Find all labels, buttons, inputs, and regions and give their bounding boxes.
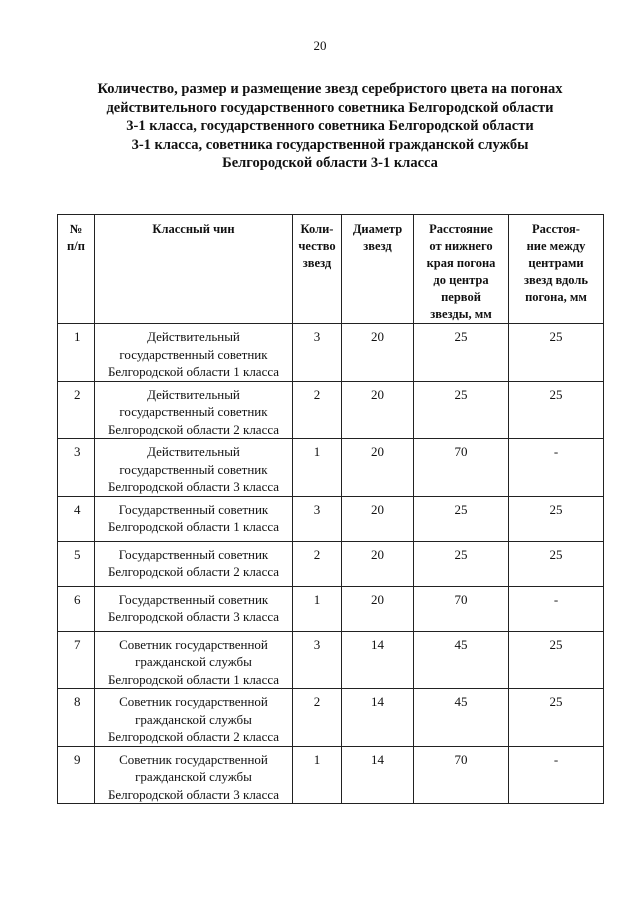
star-count-cell: 1 (293, 439, 342, 497)
star-diameter-cell: 20 (342, 381, 414, 439)
rank-line: Белгородской области 1 класса (107, 671, 280, 687)
edge-distance-cell: 25 (414, 381, 509, 439)
center-spacing-cell: 25 (509, 324, 604, 382)
document-title (70, 80, 590, 173)
header-text-line: № (69, 222, 83, 236)
rank-line: государственный советник (119, 346, 268, 362)
star-count-cell: 1 (293, 746, 342, 804)
header-star-count (293, 215, 342, 324)
rank-line: Государственный советник (118, 546, 269, 562)
star-count-cell: 3 (293, 324, 342, 382)
title-line: Белгородской области 3-1 класса (222, 155, 438, 171)
star-count-cell: 3 (293, 496, 342, 541)
header-text-line: центрами (528, 256, 584, 270)
edge-distance-cell: 70 (414, 586, 509, 631)
center-spacing-cell: 25 (509, 689, 604, 747)
rank-line: Белгородской области 3 класса (107, 479, 280, 494)
rank-line: государственный советник (119, 461, 268, 477)
star-count-cell: 2 (293, 381, 342, 439)
row-number-cell: 6 (58, 586, 95, 631)
rank-line: гражданской службы (135, 654, 252, 669)
star-diameter-cell: 20 (342, 324, 414, 382)
rank-cell (95, 689, 293, 747)
rank-cell (95, 496, 293, 541)
header-rank (95, 215, 293, 324)
header-text-line: Классный чин (152, 222, 235, 236)
header-text-line: звезды, мм (430, 307, 492, 321)
title-line: 3-1 класса, советника государственной гражданской службы (131, 136, 529, 153)
title-line: Количество, размер и размещение звезд серебристого цвета на погонах (97, 81, 563, 97)
rank-line: Советник государственной (119, 751, 268, 767)
star-placement-table (57, 214, 604, 804)
header-text-line: Диаметр (352, 222, 403, 236)
rank-line: гражданской службы (135, 769, 252, 784)
star-diameter-cell: 14 (342, 689, 414, 747)
center-spacing-cell: 25 (509, 496, 604, 541)
table-body (58, 324, 604, 804)
row-number-cell: 5 (58, 541, 95, 586)
table-header-row (58, 215, 604, 324)
center-spacing-cell: 25 (509, 631, 604, 689)
table-row (58, 381, 604, 439)
rank-line: Действительный (147, 386, 240, 402)
header-text-line: до центра (433, 273, 489, 287)
title-line: действительного государственного советника Белгородской области (106, 99, 554, 116)
center-spacing-cell: 25 (509, 381, 604, 439)
center-spacing-cell: - (509, 439, 604, 497)
rank-line: Советник государственной (119, 694, 268, 709)
rank-line: государственный советник (119, 404, 268, 419)
rank-line: Белгородской области 1 класса (107, 364, 280, 379)
edge-distance-cell: 70 (414, 439, 509, 497)
header-text-line: первой (441, 290, 481, 304)
row-number-cell: 4 (58, 496, 95, 541)
row-number-cell: 9 (58, 746, 95, 804)
star-diameter-cell: 20 (342, 541, 414, 586)
title-line: 3-1 класса, государственного советника Белгородской области (126, 118, 534, 134)
center-spacing-cell: 25 (509, 541, 604, 586)
row-number-cell: 1 (58, 324, 95, 382)
header-text-line: Коли- (300, 222, 334, 236)
edge-distance-cell: 25 (414, 496, 509, 541)
center-spacing-cell: - (509, 586, 604, 631)
rank-cell (95, 381, 293, 439)
rank-cell (95, 541, 293, 586)
star-diameter-cell: 20 (342, 439, 414, 497)
table-row (58, 631, 604, 689)
header-text-line: от нижнего (429, 239, 493, 253)
star-count-cell: 2 (293, 689, 342, 747)
rank-line: Советник государственной (119, 636, 268, 652)
header-text-line: края погона (426, 256, 496, 270)
edge-distance-cell: 45 (414, 689, 509, 747)
edge-distance-cell: 45 (414, 631, 509, 689)
header-star-diameter (342, 215, 414, 324)
header-text-line: Расстояние (429, 222, 493, 236)
star-diameter-cell: 14 (342, 746, 414, 804)
center-spacing-cell: - (509, 746, 604, 804)
edge-distance-cell: 25 (414, 541, 509, 586)
table-row (58, 541, 604, 586)
header-text-line: ние между (526, 239, 586, 253)
page-number: 20 (313, 38, 327, 53)
rank-line: Государственный советник (118, 591, 269, 607)
rank-line: гражданской службы (135, 711, 252, 727)
row-number-cell: 2 (58, 381, 95, 439)
rank-cell (95, 439, 293, 497)
rank-cell (95, 746, 293, 804)
header-number (58, 215, 95, 324)
edge-distance-cell: 25 (414, 324, 509, 382)
table-row (58, 689, 604, 747)
rank-line: Белгородской области 3 класса (107, 609, 280, 624)
star-count-cell: 1 (293, 586, 342, 631)
table-row (58, 439, 604, 497)
table-row (58, 496, 604, 541)
row-number-cell: 8 (58, 689, 95, 747)
table-row (58, 746, 604, 804)
star-diameter-cell: 14 (342, 631, 414, 689)
star-diameter-cell: 20 (342, 586, 414, 631)
header-center-spacing (509, 215, 604, 324)
rank-line: Действительный (147, 329, 240, 344)
rank-line: Белгородской области 2 класса (107, 729, 280, 744)
header-text-line: погона, мм (525, 290, 587, 304)
star-diameter-cell: 20 (342, 496, 414, 541)
rank-cell (95, 631, 293, 689)
header-text-line: чество (298, 239, 336, 253)
header-edge-distance (414, 215, 509, 324)
row-number-cell: 3 (58, 439, 95, 497)
header-text-line: звезд (363, 239, 392, 253)
rank-line: Белгородской области 1 класса (107, 519, 280, 534)
header-text-line: звезд (302, 256, 332, 270)
table-row (58, 324, 604, 382)
rank-line: Белгородской области 3 класса (107, 786, 280, 802)
rank-cell (95, 586, 293, 631)
rank-line: Действительный (147, 444, 240, 459)
rank-line: Белгородской области 2 класса (107, 564, 280, 579)
rank-line: Государственный советник (118, 501, 269, 517)
rank-cell (95, 324, 293, 382)
edge-distance-cell: 70 (414, 746, 509, 804)
star-count-cell: 3 (293, 631, 342, 689)
rank-line: Белгородской области 2 класса (107, 421, 280, 437)
header-text-line: п/п (67, 239, 85, 253)
header-text-line: Расстоя- (532, 222, 580, 236)
header-text-line: звезд вдоль (523, 273, 589, 287)
row-number-cell: 7 (58, 631, 95, 689)
table-row (58, 586, 604, 631)
star-count-cell: 2 (293, 541, 342, 586)
